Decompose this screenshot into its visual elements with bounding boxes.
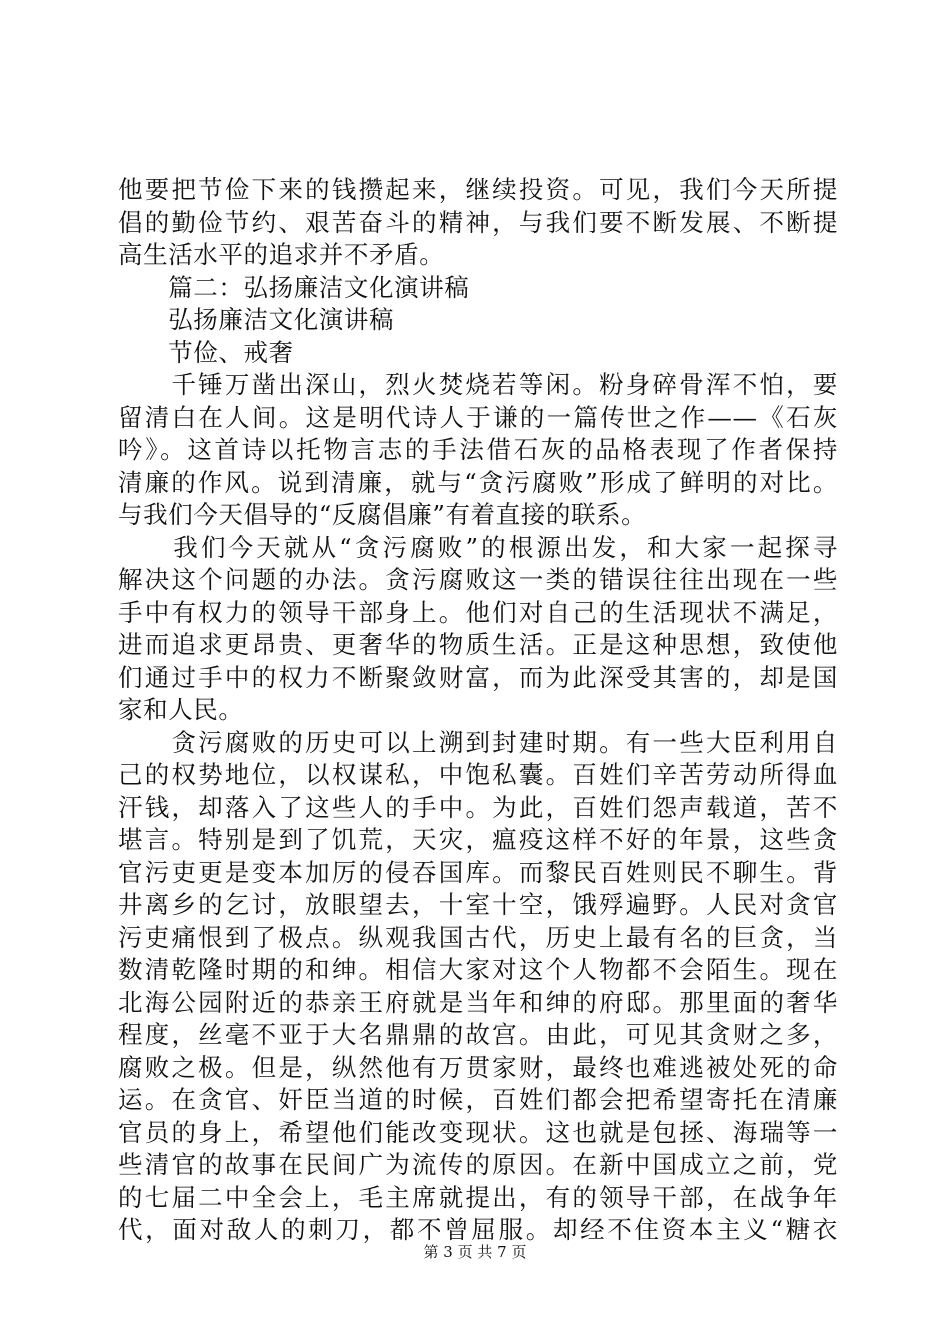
page-number-footer: 第 3 页 共 7 页	[423, 1243, 527, 1261]
body-text-line: 解决这个问题的办法。贪污腐败这一类的错误往往出现在一些	[118, 565, 838, 594]
body-text-line: 堪言。特别是到了饥荒，天灾，瘟疫这样不好的年景，这些贪	[118, 825, 838, 854]
body-text-line: 节俭、戒奢	[118, 337, 294, 367]
body-text-line: 留清白在人间。这是明代诗人于谦的一篇传世之作——《石灰	[118, 402, 838, 432]
body-text-line: 家和人民。	[118, 695, 244, 724]
body-text-line: 清廉的作风。说到清廉，就与“贪污腐败”形成了鲜明的对比。	[118, 467, 838, 497]
body-text-line: 的七届二中全会上，毛主席就提出，有的领导干部，在战争年	[118, 1182, 838, 1212]
body-text-line: 千锤万凿出深山，烈火焚烧若等闲。粉身碎骨浑不怕，要	[118, 370, 838, 399]
body-text-line: 井离乡的乞讨，放眼望去，十室十空，饿殍遍野。人民对贪官	[118, 890, 838, 919]
body-text-line: 官员的身上，希望他们能改变现状。这也就是包拯、海瑞等一	[118, 1117, 838, 1147]
body-text-line: 他要把节俭下来的钱攒起来，继续投资。可见，我们今天所提	[118, 175, 838, 204]
document-body	[118, 174, 838, 1247]
body-text-line: 些清官的故事在民间广为流传的原因。在新中国成立之前，党	[118, 1150, 838, 1179]
body-text-line: 数清乾隆时期的和绅。相信大家对这个人物都不会陌生。现在	[118, 955, 838, 984]
body-text-line: 汗钱，却落入了这些人的手中。为此，百姓们怨声载道，苦不	[118, 792, 838, 822]
body-text-line: 与我们今天倡导的“反腐倡廉”有着直接的联系。	[118, 500, 647, 529]
body-text-line: 手中有权力的领导干部身上。他们对自己的生活现状不满足，	[118, 597, 838, 627]
body-text-line: 运。在贪官、奸臣当道的时候，百姓们都会把希望寄托在清廉	[118, 1085, 838, 1114]
body-text-line: 代，面对敌人的刺刀，都不曾屈服。却经不住资本主义“糖衣	[118, 1215, 838, 1244]
body-text-line: 倡的勤俭节约、艰苦奋斗的精神，与我们要不断发展、不断提	[118, 207, 838, 237]
body-text-line: 北海公园附近的恭亲王府就是当年和绅的府邸。那里面的奢华	[118, 987, 838, 1017]
body-text-line: 弘扬廉洁文化演讲稿	[118, 305, 395, 334]
body-text-line: 进而追求更昂贵、更奢华的物质生活。正是这种思想，致使他	[118, 630, 838, 659]
body-text-line: 们通过手中的权力不断聚敛财富，而为此深受其害的，却是国	[118, 662, 838, 692]
body-text-line: 吟》。这首诗以托物言志的手法借石灰的品格表现了作者保持	[118, 435, 838, 464]
body-text-line: 贪污腐败的历史可以上溯到封建时期。有一些大臣利用自	[118, 727, 838, 757]
body-text-line: 高生活水平的追求并不矛盾。	[118, 240, 445, 269]
body-text-line: 污吏痛恨到了极点。纵观我国古代，历史上最有名的巨贪，当	[118, 922, 838, 952]
body-text-line: 篇二：弘扬廉洁文化演讲稿	[118, 272, 470, 302]
body-text-line: 己的权势地位，以权谋私，中饱私囊。百姓们辛苦劳动所得血	[118, 760, 838, 789]
body-text-line: 腐败之极。但是，纵然他有万贯家财，最终也难逃被处死的命	[118, 1052, 838, 1082]
body-text-line: 我们今天就从“贪污腐败”的根源出发，和大家一起探寻	[118, 532, 838, 562]
body-text-line: 程度，丝毫不亚于大名鼎鼎的故宫。由此，可见其贪财之多，	[118, 1020, 838, 1049]
body-text-line: 官污吏更是变本加厉的侵吞国库。而黎民百姓则民不聊生。背	[118, 857, 838, 887]
